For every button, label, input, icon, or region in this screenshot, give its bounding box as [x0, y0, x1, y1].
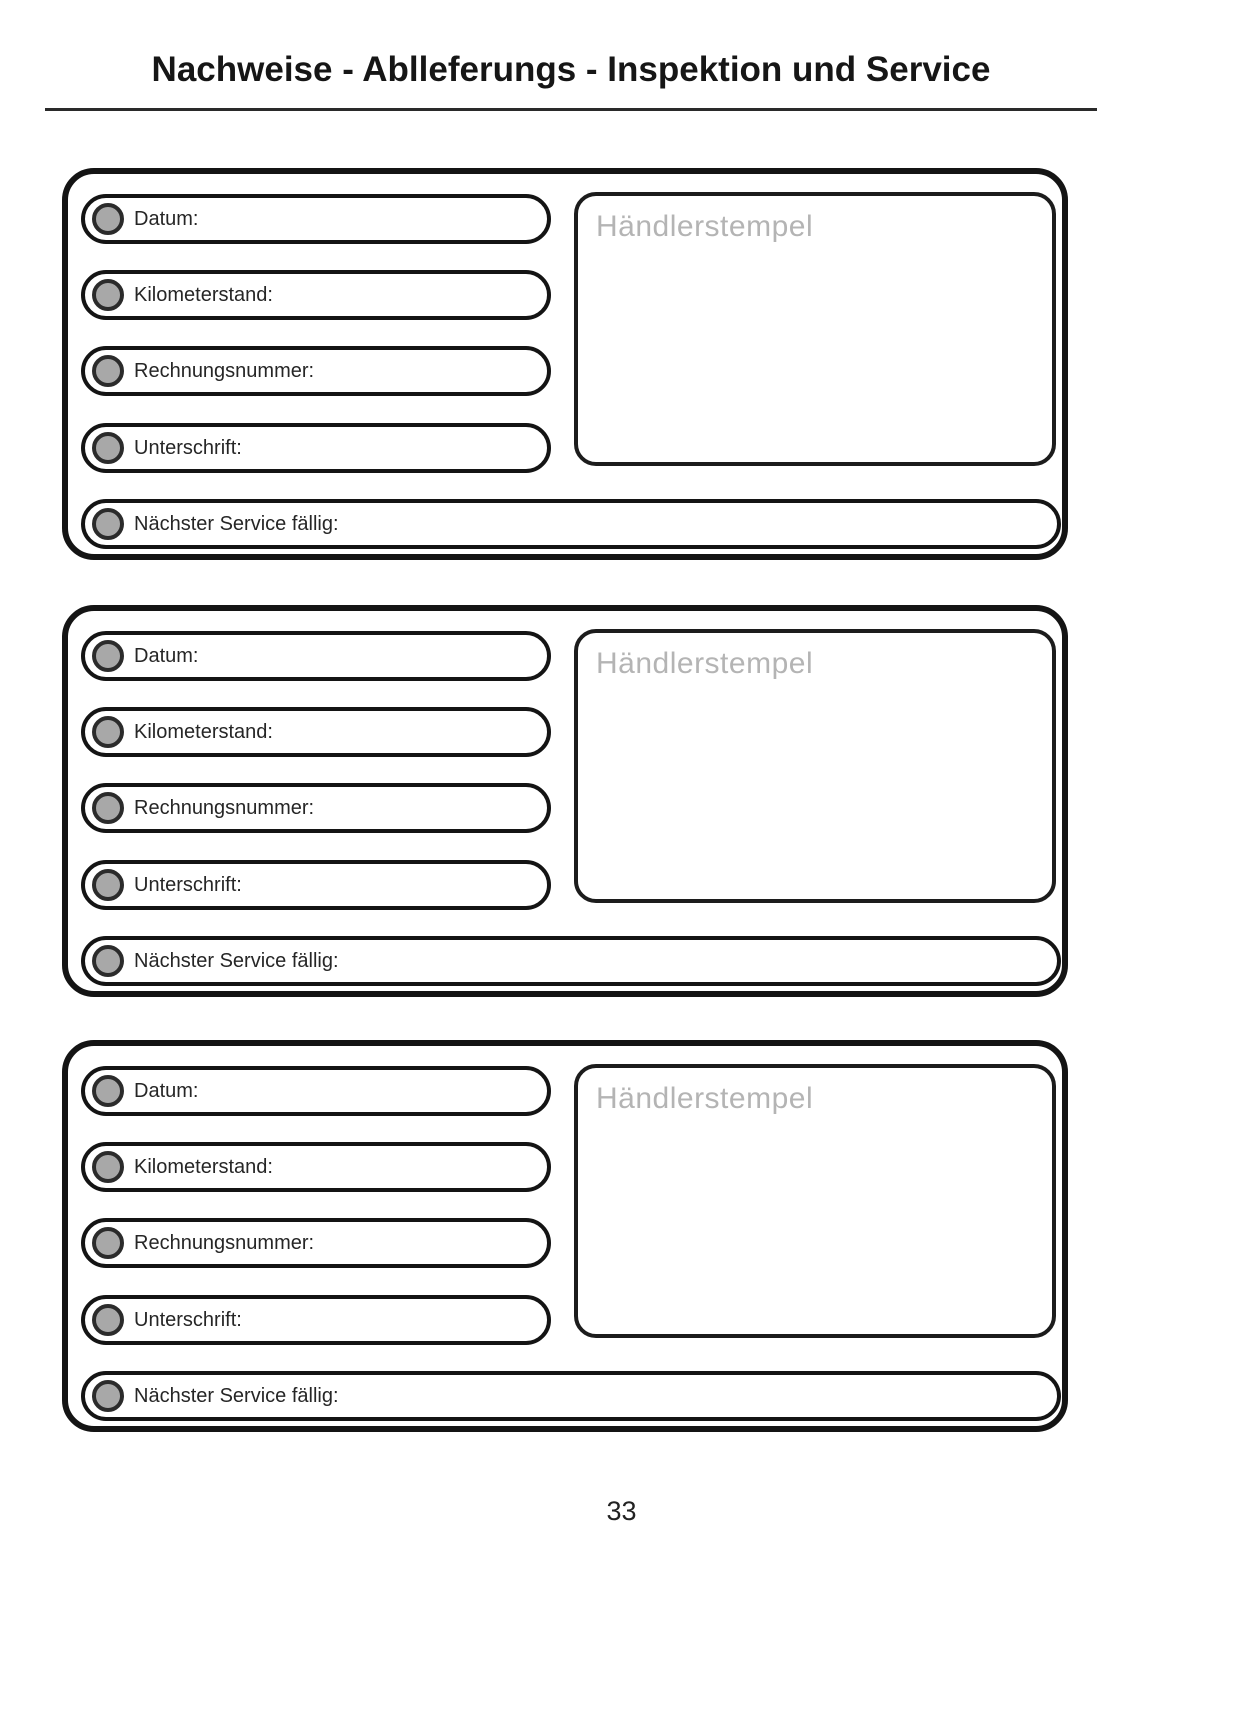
dealer-stamp-label: Händlerstempel [596, 1082, 814, 1115]
circle-bullet-icon [92, 792, 124, 824]
title-divider [45, 108, 1097, 111]
field-label: Rechnungsnummer: [134, 1231, 315, 1254]
field-label: Unterschrift: [134, 1308, 242, 1331]
circle-bullet-icon [92, 432, 124, 464]
field-naechster-service [81, 499, 1061, 549]
circle-bullet-icon [92, 1380, 124, 1412]
field-unterschrift [81, 1295, 551, 1345]
field-label: Nächster Service fällig: [134, 949, 339, 972]
field-kilometerstand [81, 1142, 551, 1192]
field-label: Unterschrift: [134, 873, 242, 896]
service-record-block [62, 1040, 1068, 1432]
circle-bullet-icon [92, 945, 124, 977]
field-rechnungsnummer [81, 346, 551, 396]
field-label: Kilometerstand: [134, 1155, 273, 1178]
field-rechnungsnummer [81, 1218, 551, 1268]
field-label: Datum: [134, 1079, 199, 1102]
page-title: Nachweise - Ablleferungs - Inspektion und Service [151, 50, 991, 89]
circle-bullet-icon [92, 355, 124, 387]
circle-bullet-icon [92, 508, 124, 540]
circle-bullet-icon [92, 1227, 124, 1259]
field-datum [81, 194, 551, 244]
dealer-stamp-box [574, 629, 1056, 903]
field-unterschrift [81, 423, 551, 473]
field-label: Nächster Service fällig: [134, 1384, 339, 1407]
circle-bullet-icon [92, 279, 124, 311]
field-datum [81, 1066, 551, 1116]
field-naechster-service [81, 1371, 1061, 1421]
dealer-stamp-label: Händlerstempel [596, 647, 814, 680]
circle-bullet-icon [92, 716, 124, 748]
field-label: Kilometerstand: [134, 720, 273, 743]
field-kilometerstand [81, 707, 551, 757]
field-naechster-service [81, 936, 1061, 986]
circle-bullet-icon [92, 203, 124, 235]
field-label: Rechnungsnummer: [134, 796, 315, 819]
field-datum [81, 631, 551, 681]
field-label: Nächster Service fällig: [134, 512, 339, 535]
page-number: 33 [606, 1496, 637, 1526]
circle-bullet-icon [92, 1304, 124, 1336]
circle-bullet-icon [92, 869, 124, 901]
field-label: Datum: [134, 644, 199, 667]
service-record-block [62, 168, 1068, 560]
field-kilometerstand [81, 270, 551, 320]
circle-bullet-icon [92, 1075, 124, 1107]
circle-bullet-icon [92, 1151, 124, 1183]
field-label: Kilometerstand: [134, 283, 273, 306]
circle-bullet-icon [92, 640, 124, 672]
field-label: Rechnungsnummer: [134, 359, 315, 382]
dealer-stamp-label: Händlerstempel [596, 210, 814, 243]
field-unterschrift [81, 860, 551, 910]
field-label: Unterschrift: [134, 436, 242, 459]
service-record-block [62, 605, 1068, 997]
field-rechnungsnummer [81, 783, 551, 833]
dealer-stamp-box [574, 192, 1056, 466]
dealer-stamp-box [574, 1064, 1056, 1338]
field-label: Datum: [134, 207, 199, 230]
